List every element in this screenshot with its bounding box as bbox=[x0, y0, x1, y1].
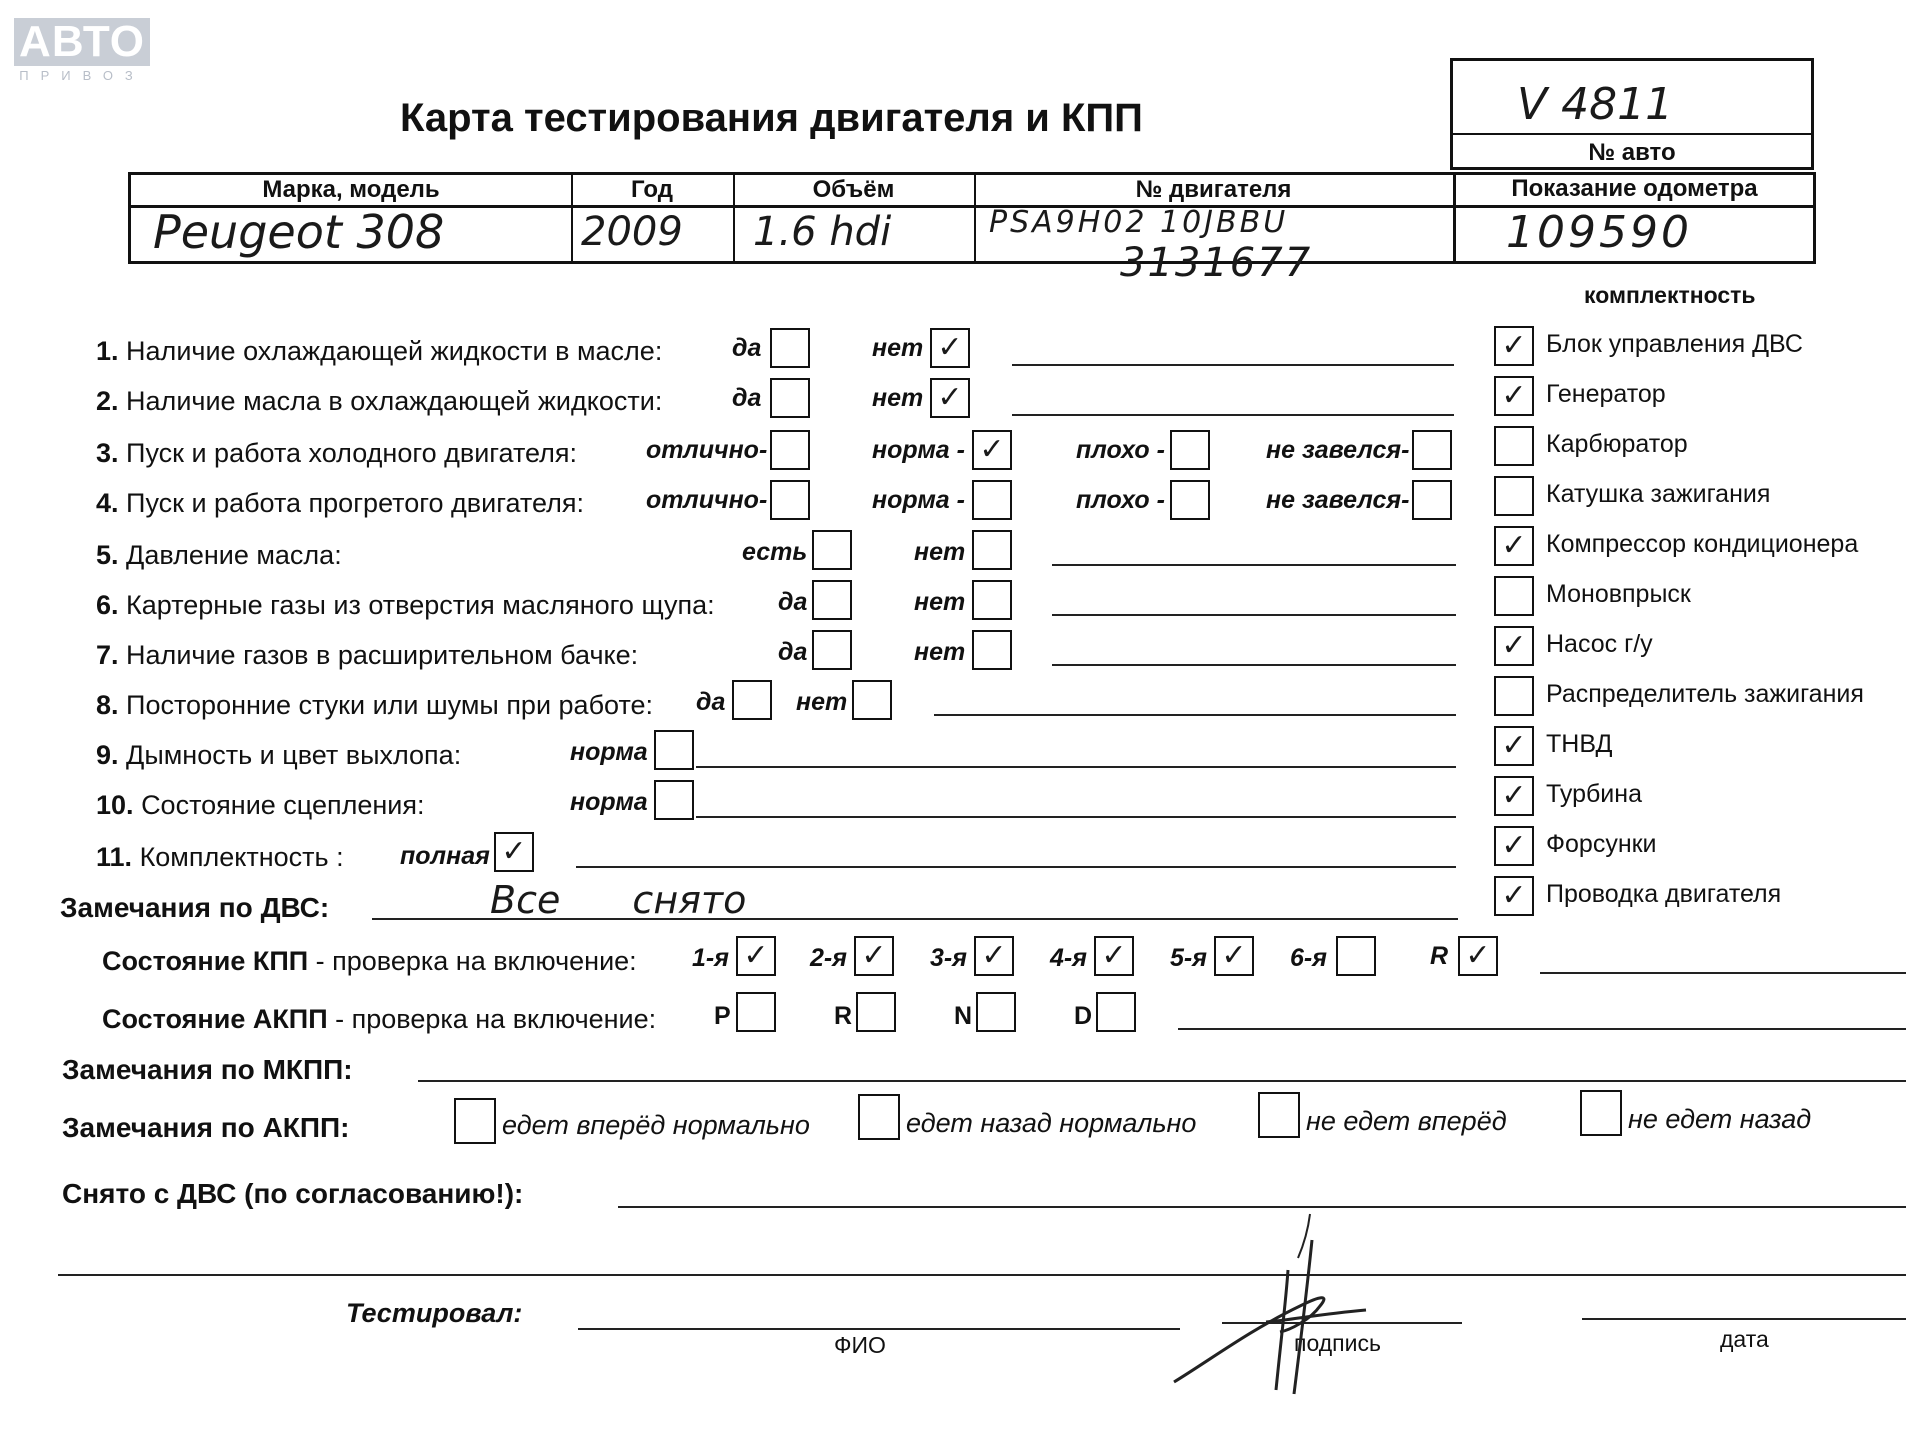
option-label: да bbox=[778, 588, 808, 616]
auto-number-box bbox=[1450, 58, 1814, 170]
kit-label: Насос г/у bbox=[1546, 630, 1653, 658]
check-mark-icon: ✓ bbox=[1501, 728, 1527, 763]
kit-checkbox[interactable] bbox=[1494, 426, 1534, 466]
q1-yes-checkbox[interactable] bbox=[770, 328, 810, 368]
remarks-akpp-label: Замечания по АКПП: bbox=[62, 1112, 350, 1143]
gear-label: 1-я bbox=[692, 944, 729, 972]
question-11: 11. Комплектность : bbox=[96, 842, 344, 872]
q3-bad-checkbox[interactable] bbox=[1170, 430, 1210, 470]
q7-no-checkbox[interactable] bbox=[972, 630, 1012, 670]
handwritten-signature bbox=[1170, 1210, 1390, 1400]
check-mark-icon: ✓ bbox=[1501, 778, 1527, 813]
column-model: Марка, модель bbox=[262, 176, 440, 203]
kit-checkbox[interactable] bbox=[1494, 676, 1534, 716]
q5-yes-checkbox[interactable] bbox=[812, 530, 852, 570]
q11-full-checkbox[interactable] bbox=[494, 832, 534, 872]
auto-number-value: V 4811 bbox=[1517, 79, 1674, 130]
option-label: да bbox=[732, 384, 762, 412]
column-volume: Объём bbox=[812, 176, 895, 203]
kit-checkbox[interactable] bbox=[1494, 726, 1534, 766]
answer-line bbox=[1052, 664, 1456, 666]
auto-number-label: № авто bbox=[1588, 139, 1676, 166]
q4-norm-checkbox[interactable] bbox=[972, 480, 1012, 520]
option-label: норма - bbox=[872, 486, 965, 514]
question-1: 1. Наличие охлаждающей жидкости в масле: bbox=[96, 336, 663, 366]
answer-line bbox=[1178, 1028, 1906, 1030]
odometer-value: 109590 bbox=[1506, 207, 1692, 258]
answer-line bbox=[696, 816, 1456, 818]
answer-line bbox=[618, 1206, 1906, 1208]
option-label: не завелся- bbox=[1266, 486, 1410, 514]
question-2: 2. Наличие масла в охлаждающей жидкости: bbox=[96, 386, 663, 416]
kit-label: Блок управления ДВС bbox=[1546, 330, 1803, 358]
removed-label: Снято с ДВС (по согласованию!): bbox=[62, 1178, 524, 1209]
q2-yes-checkbox[interactable] bbox=[770, 378, 810, 418]
gear-label: D bbox=[1074, 1002, 1093, 1030]
kpp-gear-4-checkbox[interactable] bbox=[1094, 936, 1134, 976]
question-10: 10. Состояние сцепления: bbox=[96, 790, 425, 820]
q9-norm-checkbox[interactable] bbox=[654, 730, 694, 770]
kit-label: ТНВД bbox=[1546, 730, 1613, 758]
kit-label: Карбюратор bbox=[1546, 430, 1688, 458]
question-3: 3. Пуск и работа холодного двигателя: bbox=[96, 438, 578, 468]
q6-yes-checkbox[interactable] bbox=[812, 580, 852, 620]
kit-label: Моновпрыск bbox=[1546, 580, 1691, 608]
option-label: нет bbox=[914, 638, 966, 666]
answer-line bbox=[576, 866, 1456, 868]
gear-label: N bbox=[954, 1002, 973, 1030]
check-mark-icon: ✓ bbox=[1501, 878, 1527, 913]
check-mark-icon: ✓ bbox=[937, 380, 963, 415]
q8-yes-checkbox[interactable] bbox=[732, 680, 772, 720]
remarks-dvs-label: Замечания по ДВС: bbox=[60, 892, 330, 923]
option-label: нет bbox=[872, 384, 924, 412]
kit-checkbox[interactable] bbox=[1494, 826, 1534, 866]
gear-label: 5-я bbox=[1170, 944, 1207, 972]
option-label: плохо - bbox=[1076, 486, 1165, 514]
akpp-backward-ok-checkbox[interactable] bbox=[858, 1094, 900, 1140]
gear-label: R bbox=[834, 1002, 853, 1030]
date-line bbox=[1582, 1318, 1906, 1320]
question-8: 8. Посторонние стуки или шумы при работе: bbox=[96, 690, 654, 720]
page-title: Карта тестирования двигателя и КПП bbox=[400, 96, 1143, 140]
question-6: 6. Картерные газы из отверстия масляного щупа: bbox=[96, 590, 715, 620]
option-label: да bbox=[732, 334, 762, 362]
option-label: не завелся- bbox=[1266, 436, 1410, 464]
column-year: Год bbox=[631, 176, 673, 203]
check-mark-icon: ✓ bbox=[743, 938, 769, 973]
akpp-r-checkbox[interactable] bbox=[856, 992, 896, 1032]
kit-checkbox[interactable] bbox=[1494, 376, 1534, 416]
column-odometer: Показание одометра bbox=[1511, 175, 1758, 202]
q3-norm-checkbox[interactable] bbox=[972, 430, 1012, 470]
answer-line bbox=[1052, 564, 1456, 566]
option-label: полная bbox=[400, 842, 490, 870]
option-label: есть bbox=[742, 538, 808, 566]
option-label: нет bbox=[914, 538, 966, 566]
kit-label: Генератор bbox=[1546, 380, 1666, 408]
check-mark-icon: ✓ bbox=[1501, 328, 1527, 363]
date-caption: дата bbox=[1720, 1326, 1769, 1352]
tested-label: Тестировал: bbox=[346, 1298, 523, 1328]
kit-label: Проводка двигателя bbox=[1546, 880, 1782, 908]
kit-checkbox[interactable] bbox=[1494, 576, 1534, 616]
answer-line bbox=[58, 1274, 1906, 1276]
answer-line bbox=[418, 1080, 1906, 1082]
kit-label: Турбина bbox=[1546, 780, 1642, 808]
kpp-gear-1-checkbox[interactable] bbox=[736, 936, 776, 976]
q4-excellent-checkbox[interactable] bbox=[770, 480, 810, 520]
q6-no-checkbox[interactable] bbox=[972, 580, 1012, 620]
column-engine-no: № двигателя bbox=[1135, 176, 1292, 203]
answer-line bbox=[1012, 364, 1454, 366]
check-mark-icon: ✓ bbox=[1221, 938, 1247, 973]
check-mark-icon: ✓ bbox=[501, 834, 527, 869]
fio-line bbox=[578, 1328, 1180, 1330]
vehicle-header-table bbox=[128, 172, 1816, 264]
option-label: норма bbox=[570, 788, 648, 816]
check-mark-icon: ✓ bbox=[1101, 938, 1127, 973]
kit-checkbox[interactable] bbox=[1494, 526, 1534, 566]
kit-checkbox[interactable] bbox=[1494, 776, 1534, 816]
option-label: да bbox=[778, 638, 808, 666]
q7-yes-checkbox[interactable] bbox=[812, 630, 852, 670]
answer-line bbox=[372, 918, 1458, 920]
engine-no-value-line1: PSA9H02 10JBBU bbox=[989, 205, 1289, 240]
option-label: нет bbox=[796, 688, 848, 716]
gear-label: R bbox=[1430, 942, 1449, 970]
logo: АВТО bbox=[14, 18, 150, 66]
akpp-d-checkbox[interactable] bbox=[1096, 992, 1136, 1032]
gear-label: P bbox=[714, 1002, 731, 1030]
remarks-dvs-value: Все снято bbox=[490, 878, 747, 922]
kit-checkbox[interactable] bbox=[1494, 326, 1534, 366]
kpp-gear-6-checkbox[interactable] bbox=[1336, 936, 1376, 976]
logo-subtitle: ПРИВОЗ bbox=[19, 68, 145, 83]
answer-line bbox=[1012, 414, 1454, 416]
akpp-option-label: едет вперёд нормально bbox=[502, 1110, 810, 1140]
gear-label: 2-я bbox=[810, 944, 847, 972]
gear-label: 3-я bbox=[930, 944, 967, 972]
check-mark-icon: ✓ bbox=[981, 938, 1007, 973]
option-label: норма bbox=[570, 738, 648, 766]
akpp-option-label: не едет вперёд bbox=[1306, 1106, 1507, 1136]
option-label: плохо - bbox=[1076, 436, 1165, 464]
kit-checkbox[interactable] bbox=[1494, 476, 1534, 516]
kpp-gear-r-checkbox[interactable] bbox=[1458, 936, 1498, 976]
akpp-no-backward-checkbox[interactable] bbox=[1580, 1090, 1622, 1136]
check-mark-icon: ✓ bbox=[979, 432, 1005, 467]
akpp-option-label: едет назад нормально bbox=[906, 1108, 1197, 1138]
year-value: 2009 bbox=[581, 209, 683, 255]
answer-line bbox=[696, 766, 1456, 768]
engine-no-value-line2: 3131677 bbox=[1120, 240, 1313, 286]
check-mark-icon: ✓ bbox=[1501, 628, 1527, 663]
check-mark-icon: ✓ bbox=[1501, 828, 1527, 863]
check-mark-icon: ✓ bbox=[861, 938, 887, 973]
akpp-option-label: не едет назад bbox=[1628, 1104, 1812, 1134]
q3-excellent-checkbox[interactable] bbox=[770, 430, 810, 470]
kit-checkbox[interactable] bbox=[1494, 876, 1534, 916]
q5-no-checkbox[interactable] bbox=[972, 530, 1012, 570]
q2-no-checkbox[interactable] bbox=[930, 378, 970, 418]
check-mark-icon: ✓ bbox=[1465, 938, 1491, 973]
model-value: Peugeot 308 bbox=[153, 205, 445, 259]
remarks-mkpp-label: Замечания по МКПП: bbox=[62, 1054, 353, 1085]
check-mark-icon: ✓ bbox=[1501, 378, 1527, 413]
akpp-n-checkbox[interactable] bbox=[976, 992, 1016, 1032]
kit-label: Компрессор кондиционера bbox=[1546, 530, 1859, 558]
volume-value: 1.6 hdi bbox=[753, 209, 892, 255]
kit-label: Форсунки bbox=[1546, 830, 1657, 858]
option-label: отлично- bbox=[646, 486, 768, 514]
answer-line bbox=[1540, 972, 1906, 974]
gear-label: 4-я bbox=[1050, 944, 1087, 972]
akpp-no-forward-checkbox[interactable] bbox=[1258, 1092, 1300, 1138]
question-7: 7. Наличие газов в расширительном бачке: bbox=[96, 640, 639, 670]
option-label: нет bbox=[914, 588, 966, 616]
gear-label: 6-я bbox=[1290, 944, 1327, 972]
option-label: нет bbox=[872, 334, 924, 362]
q8-no-checkbox[interactable] bbox=[852, 680, 892, 720]
question-5: 5. Давление масла: bbox=[96, 540, 342, 570]
akpp-forward-ok-checkbox[interactable] bbox=[454, 1098, 496, 1144]
option-label: да bbox=[696, 688, 726, 716]
kpp-gear-5-checkbox[interactable] bbox=[1214, 936, 1254, 976]
akpp-p-checkbox[interactable] bbox=[736, 992, 776, 1032]
question-4: 4. Пуск и работа прогретого двигателя: bbox=[96, 488, 584, 518]
q1-no-checkbox[interactable] bbox=[930, 328, 970, 368]
kpp-gear-2-checkbox[interactable] bbox=[854, 936, 894, 976]
q3-not-started-checkbox[interactable] bbox=[1412, 430, 1452, 470]
question-9: 9. Дымность и цвет выхлопа: bbox=[96, 740, 462, 770]
option-label: отлично- bbox=[646, 436, 768, 464]
kit-label: Катушка зажигания bbox=[1546, 480, 1771, 508]
kpp-label: Состояние КПП - проверка на включение: bbox=[102, 946, 637, 976]
fio-caption: ФИО bbox=[834, 1332, 886, 1358]
answer-line bbox=[934, 714, 1456, 716]
option-label: норма - bbox=[872, 436, 965, 464]
q4-bad-checkbox[interactable] bbox=[1170, 480, 1210, 520]
kpp-gear-3-checkbox[interactable] bbox=[974, 936, 1014, 976]
check-mark-icon: ✓ bbox=[937, 330, 963, 365]
kit-heading: комплектность bbox=[1584, 282, 1756, 308]
akpp-label: Состояние АКПП - проверка на включение: bbox=[102, 1004, 657, 1034]
check-mark-icon: ✓ bbox=[1501, 528, 1527, 563]
q10-norm-checkbox[interactable] bbox=[654, 780, 694, 820]
kit-checkbox[interactable] bbox=[1494, 626, 1534, 666]
kit-label: Распределитель зажигания bbox=[1546, 680, 1864, 708]
answer-line bbox=[1052, 614, 1456, 616]
q4-not-started-checkbox[interactable] bbox=[1412, 480, 1452, 520]
signature-caption: подпись bbox=[1294, 1330, 1381, 1356]
